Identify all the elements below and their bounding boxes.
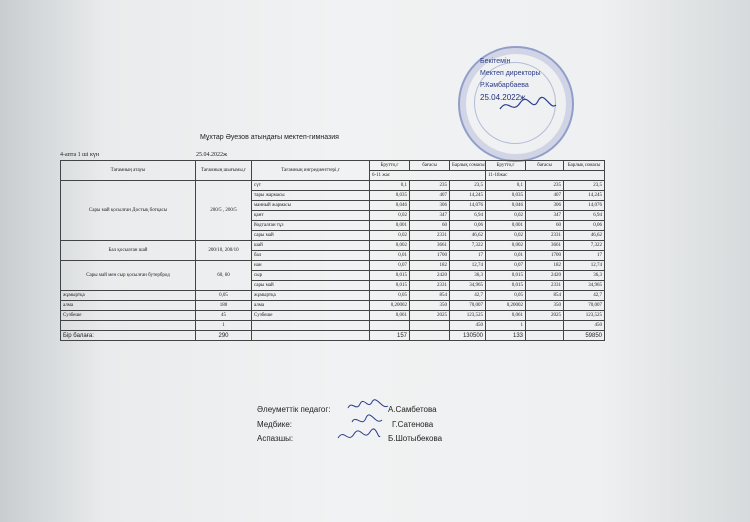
price2: 2331: [526, 231, 564, 241]
extra-name: [61, 321, 196, 331]
brutto1: 0,046: [370, 201, 410, 211]
brutto1: 0,20002: [370, 301, 410, 311]
col-price2: бағасы: [526, 161, 564, 171]
ingredient: шай: [252, 241, 370, 251]
brutto1: 0,061: [370, 311, 410, 321]
brutto1: 0,02: [370, 231, 410, 241]
sum1: 14,076: [450, 201, 486, 211]
ingredient: алма: [252, 301, 370, 311]
brutto2: 0,001: [486, 221, 526, 231]
table-row: [61, 301, 605, 311]
brutto2: 0,046: [486, 201, 526, 211]
price1: 182: [410, 261, 450, 271]
age-group-1: 6-11 жас: [370, 171, 486, 181]
sum1: 6,94: [450, 211, 486, 221]
total-brutto1: 157: [370, 331, 410, 341]
col-ingredient: Тағамның ингредиенттері,г: [252, 161, 370, 181]
brutto1: 0,01: [370, 251, 410, 261]
total-label: Бір балаға:: [61, 331, 196, 341]
price1: 60: [410, 221, 450, 231]
nurse-signature-icon: [350, 414, 384, 428]
sum2: 46,62: [564, 231, 605, 241]
ingredient: манный жармасы: [252, 201, 370, 211]
sum1: 42,7: [450, 291, 486, 301]
brutto1: 0,02: [370, 211, 410, 221]
nurse-label: Медбике:: [257, 420, 293, 429]
brutto2: 0,015: [486, 271, 526, 281]
brutto2: 0,02: [486, 231, 526, 241]
col-dish: Тағамның атауы: [61, 161, 196, 181]
table-row: [61, 261, 605, 271]
brutto2: 0,015: [486, 281, 526, 291]
extra-output: 1: [196, 321, 252, 331]
price2: 2331: [526, 281, 564, 291]
sum1: 23,5: [450, 181, 486, 191]
brutto2: 0,1: [486, 181, 526, 191]
juice-name: Сузбеше: [61, 311, 196, 321]
total-sum2: 59850: [564, 331, 605, 341]
sum2: 70,007: [564, 301, 605, 311]
price2: 306: [526, 201, 564, 211]
apple-name: алма: [61, 301, 196, 311]
sum1: 0,06: [450, 221, 486, 231]
price1: 347: [410, 211, 450, 221]
brutto2: 0,01: [486, 251, 526, 261]
col-price1: бағасы: [410, 161, 450, 171]
sum2: 34,965: [564, 281, 605, 291]
table-header-row: [61, 161, 605, 171]
dish2-output: 200/10, 200/10: [196, 241, 252, 261]
menu-date: 25.04.2022ж: [196, 152, 228, 158]
approval-line2: Мектеп директоры: [480, 70, 541, 77]
table-row: [61, 311, 605, 321]
brutto2: 0,05: [486, 291, 526, 301]
ingredient: Сузбеше: [252, 311, 370, 321]
extra-price1: [410, 321, 450, 331]
ingredient: йодталған тұз: [252, 221, 370, 231]
sum2: 0,06: [564, 221, 605, 231]
sum2: 14,076: [564, 201, 605, 211]
price1: 3661: [410, 241, 450, 251]
ingredient: сары май: [252, 281, 370, 291]
pedagog-signature-icon: [346, 398, 390, 414]
brutto1: 0,001: [370, 221, 410, 231]
ingredient: тары жармасы: [252, 191, 370, 201]
table-row: [61, 291, 605, 301]
brutto2: 0,035: [486, 191, 526, 201]
approval-line1: Бекітемін: [480, 58, 511, 65]
sum2: 123,525: [564, 311, 605, 321]
sum2: 12,74: [564, 261, 605, 271]
price2: 350: [526, 301, 564, 311]
brutto1: 0,015: [370, 281, 410, 291]
extra-brutto1: [370, 321, 410, 331]
price1: 2420: [410, 271, 450, 281]
price1: 306: [410, 201, 450, 211]
sum1: 36,3: [450, 271, 486, 281]
total-row: [61, 331, 605, 341]
extra-ingredient: [252, 321, 370, 331]
dish1-output: 200/5 , 200/5: [196, 181, 252, 241]
price2: 182: [526, 261, 564, 271]
page-title: Мұхтар Әуезов атындағы мектеп-гимназия: [200, 134, 339, 141]
col-brutto1: Брутто,г: [370, 161, 410, 171]
price1: 2331: [410, 281, 450, 291]
egg-output: 0,05: [196, 291, 252, 301]
col-sum1: Барлық сомасы: [450, 161, 486, 171]
dish3-output: 60, 60: [196, 261, 252, 291]
total-output: 290: [196, 331, 252, 341]
sum1: 12,74: [450, 261, 486, 271]
juice-output: 45: [196, 311, 252, 321]
price2: 3661: [526, 241, 564, 251]
sum1: 34,965: [450, 281, 486, 291]
sum1: 123,525: [450, 311, 486, 321]
approval-line3: Р.Кәмбарбаева: [480, 82, 529, 89]
ingredient: жұмыртқа: [252, 291, 370, 301]
brutto1: 0,1: [370, 181, 410, 191]
sum1: 7,322: [450, 241, 486, 251]
price1: 854: [410, 291, 450, 301]
price2: 235: [526, 181, 564, 191]
brutto2: 0,07: [486, 261, 526, 271]
extra-sum1: 450: [450, 321, 486, 331]
sum2: 7,322: [564, 241, 605, 251]
sum1: 46,62: [450, 231, 486, 241]
col-brutto2: Брутто,г: [486, 161, 526, 171]
brutto1: 0,035: [370, 191, 410, 201]
price1: 2331: [410, 231, 450, 241]
sum2: 42,7: [564, 291, 605, 301]
price2: 2420: [526, 271, 564, 281]
extra-brutto2: 1: [486, 321, 526, 331]
table-row: [61, 181, 605, 191]
sum2: 6,94: [564, 211, 605, 221]
price2: 407: [526, 191, 564, 201]
apple-output: 180: [196, 301, 252, 311]
brutto1: 0,05: [370, 291, 410, 301]
extra-price2: [526, 321, 564, 331]
total-brutto2: 133: [486, 331, 526, 341]
director-signature-icon: [498, 95, 558, 117]
brutto1: 0,07: [370, 261, 410, 271]
total-price2: [526, 331, 564, 341]
price2: 1700: [526, 251, 564, 261]
pedagog-label: Әлеуметтік педагог:: [257, 405, 331, 414]
extra-sum2: 450: [564, 321, 605, 331]
col-output: Тағамның шығымы,г: [196, 161, 252, 181]
dish3-name: Сары май мен сыр қосылған бутерброд: [61, 261, 196, 291]
ingredient: бал: [252, 251, 370, 261]
total-ingredient: [252, 331, 370, 341]
sum1: 17: [450, 251, 486, 261]
ingredient: сары май: [252, 231, 370, 241]
total-sum1: 130500: [450, 331, 486, 341]
sum2: 17: [564, 251, 605, 261]
price2: 2025: [526, 311, 564, 321]
sum2: 14,245: [564, 191, 605, 201]
brutto2: 0,02: [486, 211, 526, 221]
price2: 60: [526, 221, 564, 231]
table-row: [61, 321, 605, 331]
ingredient: қант: [252, 211, 370, 221]
price1: 235: [410, 181, 450, 191]
nurse-name: Г.Сатенова: [392, 420, 434, 429]
menu-table: [60, 160, 605, 341]
egg-name: жұмыртқа: [61, 291, 196, 301]
table-row: [61, 241, 605, 251]
sum2: 23,5: [564, 181, 605, 191]
cook-label: Аспазшы:: [257, 434, 294, 443]
pedagog-name: А.Самбетова: [388, 405, 437, 414]
brutto2: 0,002: [486, 241, 526, 251]
brutto1: 0,002: [370, 241, 410, 251]
brutto2: 0,20002: [486, 301, 526, 311]
dish2-name: Бал қосылған шай: [61, 241, 196, 261]
price1: 407: [410, 191, 450, 201]
col-sum2: Барлық сомасы: [564, 161, 605, 171]
sum1: 70,007: [450, 301, 486, 311]
price1: 350: [410, 301, 450, 311]
cook-name: Б.Шотыбекова: [388, 434, 443, 443]
week-day: 4-апта 1 ші күн: [60, 152, 100, 158]
price1: 1700: [410, 251, 450, 261]
ingredient: сыр: [252, 271, 370, 281]
total-price1: [410, 331, 450, 341]
price2: 347: [526, 211, 564, 221]
brutto2: 0,061: [486, 311, 526, 321]
ingredient: сүт: [252, 181, 370, 191]
dish1-name: Сары май қосылған Достық ботқасы: [61, 181, 196, 241]
brutto1: 0,015: [370, 271, 410, 281]
price2: 854: [526, 291, 564, 301]
sum1: 14,245: [450, 191, 486, 201]
approval-date: 25.04.2022ж.: [480, 93, 528, 102]
price1: 2025: [410, 311, 450, 321]
sum2: 36,3: [564, 271, 605, 281]
cook-signature-icon: [336, 428, 382, 444]
ingredient: нан: [252, 261, 370, 271]
age-group-2: 11-18жас: [486, 171, 605, 181]
